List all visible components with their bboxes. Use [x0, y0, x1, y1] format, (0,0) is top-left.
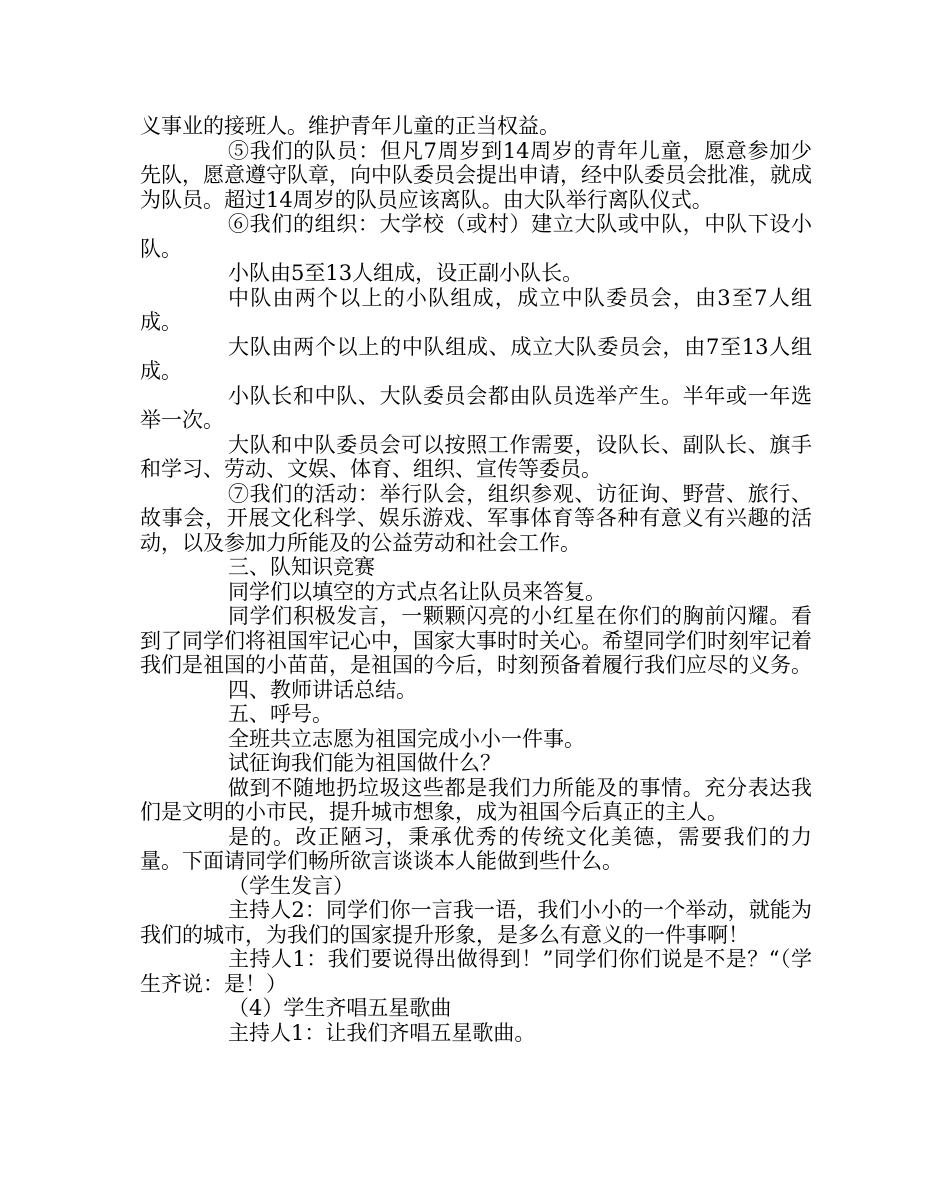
document-page — [140, 114, 812, 1045]
paragraph: 同学们以填空的方式点名让队员来答复。 — [228, 579, 606, 604]
paragraph: 大队和中队委员会可以按照工作需要，设队长、副队长、旗手和学习、劳动、文娱、体育、组织、宣传等委员。 — [140, 432, 812, 481]
paragraph: ⑥我们的组织：大学校（或村）建立大队或中队，中队下设小队。 — [140, 212, 812, 261]
paragraph: （4）学生齐唱五星歌曲 — [228, 996, 452, 1020]
paragraph: （学生发言） — [228, 873, 354, 898]
paragraph: 中队由两个以上的小队组成，成立中队委员会，由3至7人组成。 — [140, 285, 812, 334]
paragraph: 主持人1：让我们齐唱五星歌曲。 — [228, 1020, 536, 1045]
paragraph: 是的。改正陋习，秉承优秀的传统文化美德，需要我们的力量。下面请同学们畅所欲言谈谈本人能做到些什么。 — [140, 824, 812, 873]
paragraph: 小队长和中队、大队委员会都由队员选举产生。半年或一年选举一次。 — [140, 383, 812, 432]
paragraph: ⑤我们的队员：但凡7周岁到14周岁的青年儿童，愿意参加少先队，愿意遵守队章，向中队委员会提出申请，经中队委员会批准，就成为队员。超过14周岁的队员应该离队。由大队举行离队仪式。 — [140, 138, 812, 212]
section-heading: 四、教师讲话总结。 — [228, 677, 417, 702]
section-heading: 五、呼号。 — [228, 702, 333, 726]
section-heading: 三、队知识竞赛 — [228, 555, 375, 579]
paragraph: 小队由5至13人组成，设正副小队长。 — [228, 261, 584, 285]
paragraph: 全班共立志愿为祖国完成小小一件事。 — [228, 726, 585, 751]
paragraph: 大队由两个以上的中队组成、成立大队委员会，由7至13人组成。 — [140, 334, 812, 383]
paragraph: 主持人1：我们要说得出做得到！”同学们你们说是不是？“（学生齐说：是！） — [140, 947, 812, 996]
paragraph: 试征询我们能为祖国做什么？ — [228, 751, 501, 775]
paragraph: 同学们积极发言，一颗颗闪亮的小红星在你们的胸前闪耀。看到了同学们将祖国牢记心中，国家大事时时关心。希望同学们时刻牢记着我们是祖国的小苗苗，是祖国的今后，时刻预备着履行我们应尽的义务。 — [140, 604, 812, 677]
paragraph: 主持人2：同学们你一言我一语，我们小小的一个举动，就能为我们的城市，为我们的国家提升形象，是多么有意义的一件事啊！ — [140, 898, 812, 947]
paragraph: 做到不随地扔垃圾这些都是我们力所能及的事情。充分表达我们是文明的小市民，提升城市想象，成为祖国今后真正的主人。 — [140, 775, 812, 824]
paragraph: 义事业的接班人。维护青年儿童的正当权益。 — [140, 114, 560, 138]
paragraph: ⑦我们的活动：举行队会，组织参观、访征询、野营、旅行、故事会，开展文化科学、娱乐游戏、军事体育等各种有意义有兴趣的活动，以及参加力所能及的公益劳动和社会工作。 — [140, 481, 812, 555]
